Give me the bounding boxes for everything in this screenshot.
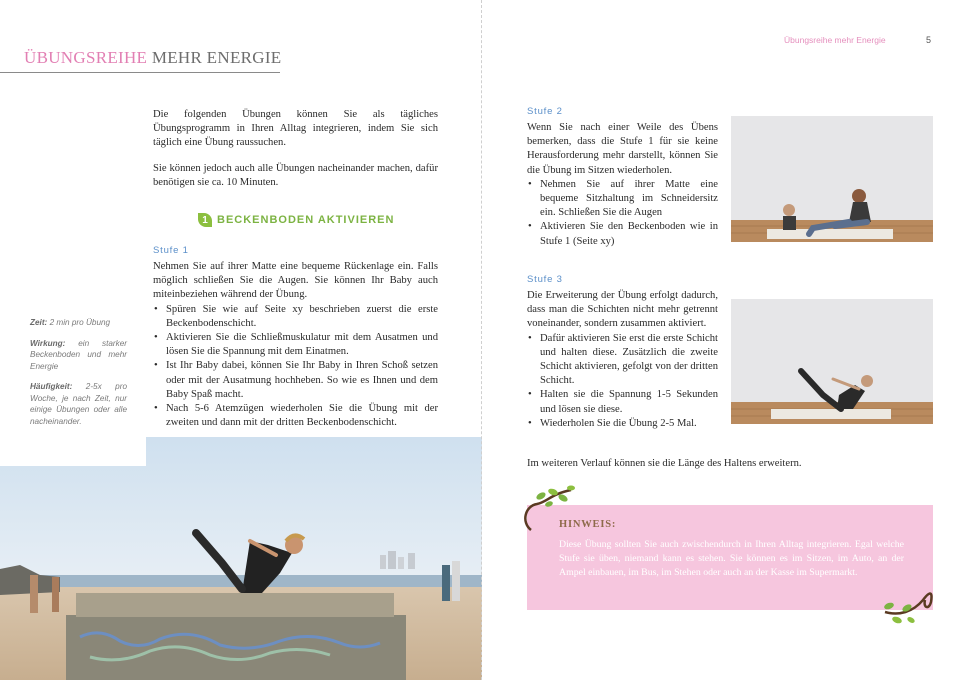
vine-decoration-bottom-icon [879, 586, 939, 630]
beach-exercise-photo [0, 437, 482, 680]
sidebar-haeufigkeit [30, 381, 127, 427]
stufe-1-body [153, 260, 438, 430]
intro-text [153, 108, 438, 201]
page-number: 5 [926, 35, 932, 45]
exercise-number-badge: 1 [198, 213, 212, 227]
stufe-3-bullets [527, 332, 718, 431]
list-item: • Nehmen Sie auf ihrer Matte eine bequeme Sitzhaltung im Schneidersitz ein. Schließen Sie die Augen [527, 178, 718, 221]
sidebar-haeufigkeit-label: Häufigkeit: [30, 382, 73, 391]
list-item: • Wiederholen Sie die Übung 2-5 Mal. [527, 417, 718, 431]
sidebar-wirkung-label: Wirkung: [30, 338, 66, 348]
vine-decoration-top-icon [519, 484, 581, 534]
stufe-1-intro: Nehmen Sie auf ihrer Matte eine bequeme Rückenlage ein. Falls möglich schließen Sie die Augen. Sie können Ihr Baby auch miteinbeziehen während der Übung. [153, 261, 438, 301]
list-item: • Aktivieren Sie die Schließmuskulatur mit dem Ausatmen und lösen Sie die Spannung mit dem Einatmen. [153, 331, 438, 359]
page-spine [481, 0, 482, 680]
info-sidebar [30, 317, 127, 436]
list-item: • Aktivieren Sie den Beckenboden wie in Stufe 1 (Seite xy) [527, 220, 718, 248]
stufe-3-intro: Die Erweiterung der Übung erfolgt dadurch, dass man die Schichten nicht mehr getrennt voneinander, sondern zusammen aktiviert. [527, 290, 718, 330]
boat-pose-photo [731, 299, 933, 424]
chapter-title-rest: MEHR ENERGIE [151, 48, 282, 67]
hint-box [527, 505, 933, 610]
intro-paragraph-1: Die folgenden Übungen können Sie als tägliches Übungsprogramm in Ihren Alltag integrieren, indem Sie sich täglich eine Übung raussuchen. [153, 109, 438, 149]
sidebar-zeit [30, 317, 127, 329]
right-page [483, 0, 964, 680]
closing-text: Im weiteren Verlauf können sie die Länge des Haltens erweitern. [527, 458, 802, 469]
beach-photo-illustration [0, 437, 482, 680]
sidebar-notch [0, 437, 146, 466]
hint-text: Diese Übung sollten Sie auch zwischendurch in Ihren Alltag integrieren. Egal welche Stufe sie üben, niemand kann es stehen. Sie können es im Sitzen, im Auto, an der Ampel einbauen, im Bus, im Stehen oder auch an der Kasse im Supermarkt. [559, 539, 904, 578]
hint-title: HINWEIS: [559, 519, 617, 530]
sidebar-wirkung-value: ein starker Beckenboden und mehr Energie [30, 338, 127, 371]
sidebar-haeufigkeit-value: 2-5x pro Woche, je nach Zeit, nur einige Übungen oder alle nacheinander. [30, 382, 127, 426]
list-item: • Ist Ihr Baby dabei, können Sie Ihr Baby in Ihren Schoß setzen oder mit der Ausatmung hochheben. So wie es Ihnen und dem Baby Spaß macht. [153, 359, 438, 402]
sidebar-zeit-label: Zeit: [30, 318, 48, 327]
stufe-1-bullets [153, 303, 438, 431]
boat-pose-illustration [731, 299, 933, 424]
chapter-title [24, 48, 282, 68]
chapter-title-highlight: ÜBUNGSREIHE [24, 48, 148, 67]
intro-paragraph-2: Sie können jedoch auch alle Übungen nacheinander machen, dafür benötigen sie ca. 10 Minuten. [153, 162, 438, 188]
stufe-2-bullets [527, 178, 718, 249]
list-item: • Dafür aktivieren Sie erst die erste Schicht und halten diese. Zusätzlich die zweite Schicht aktivieren, gefolgt von der dritten Schicht. [527, 332, 718, 389]
list-item: • Nach 5-6 Atemzügen wiederholen Sie die Übung mit der zweiten und dann mit der dritten Beckenbodenschicht. [153, 402, 438, 430]
stufe-3-label: Stufe 3 [527, 274, 563, 285]
stufe-2-body [527, 121, 718, 249]
list-item: • Spüren Sie wie auf Seite xy beschrieben zuerst die erste Beckenbodenschicht. [153, 303, 438, 331]
title-rule [0, 72, 280, 73]
running-head: Übungsreihe mehr Energie [784, 35, 886, 45]
seated-photo-illustration [731, 116, 933, 242]
seated-exercise-photo [731, 116, 933, 242]
stufe-3-body [527, 289, 718, 431]
sidebar-zeit-value: 2 min pro Übung [49, 318, 111, 327]
exercise-heading [198, 213, 394, 227]
sidebar-wirkung [30, 338, 127, 373]
stufe-1-label: Stufe 1 [153, 245, 189, 256]
stufe-2-intro: Wenn Sie nach einer Weile des Übens bemerken, dass die Stufe 1 für sie keine Herausforderung mehr darstellt, können Sie die Übung im Sitzen wiederholen. [527, 122, 718, 176]
stufe-2-label: Stufe 2 [527, 106, 563, 117]
exercise-title: BECKENBODEN AKTIVIEREN [217, 214, 395, 226]
list-item: • Halten sie die Spannung 1-5 Sekunden und lösen sie diese. [527, 388, 718, 416]
